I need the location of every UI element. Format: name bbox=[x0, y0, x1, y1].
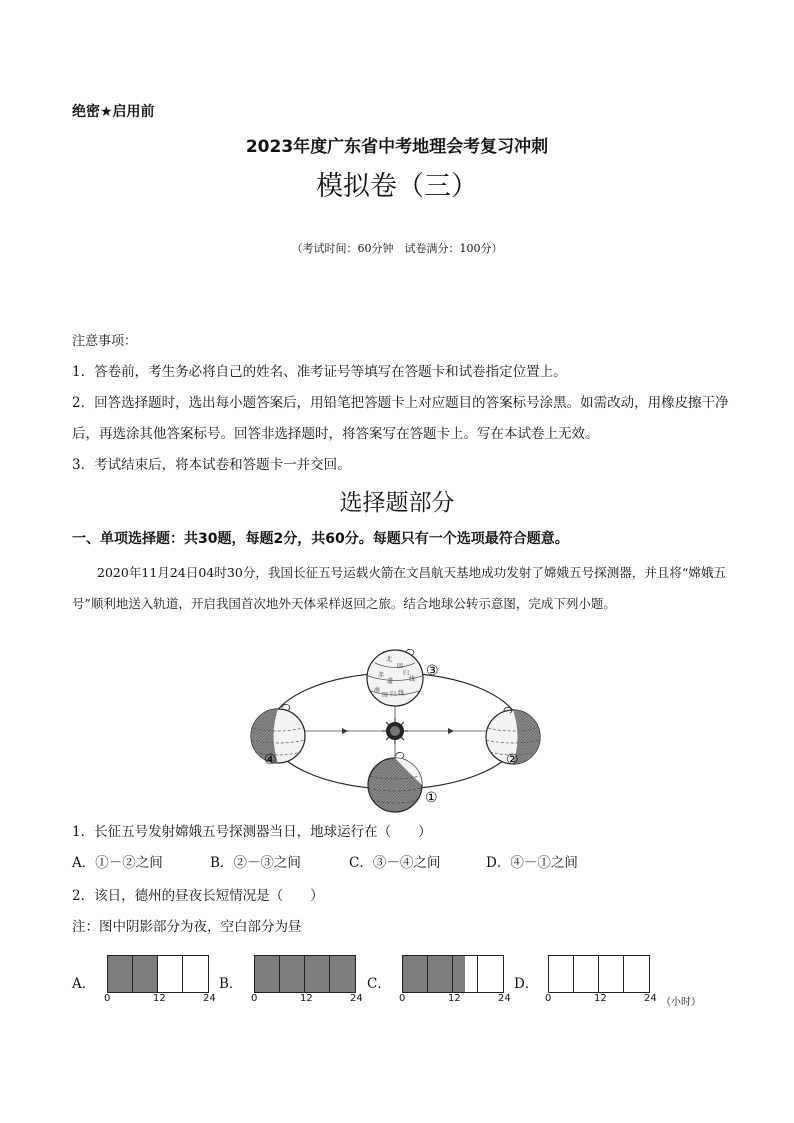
earth-globe-left bbox=[251, 704, 305, 763]
q2-option-b-label: B． bbox=[219, 976, 243, 992]
globe-label: 线 bbox=[409, 676, 416, 683]
q2-option-d-bar bbox=[548, 955, 650, 993]
exam-subtitle: 模拟卷（三） bbox=[316, 171, 478, 202]
bar-segment bbox=[133, 956, 158, 992]
note-item-1: 1．答卷前，考生务必将自己的姓名、准考证号等填写在答题卡和试卷指定位置上。 bbox=[72, 364, 567, 380]
globe-label: 道 bbox=[387, 678, 394, 685]
q2-option-a-bar bbox=[107, 955, 209, 993]
tick-0: 0 bbox=[104, 993, 111, 1004]
bar-segment bbox=[453, 956, 478, 992]
q1-option-a: A．①－②之间 bbox=[72, 855, 163, 871]
q2-option-c-label: C． bbox=[367, 976, 391, 992]
q1-option-b: B．②－③之间 bbox=[210, 855, 301, 871]
tick-0: 0 bbox=[251, 993, 258, 1004]
sun-icon bbox=[382, 718, 408, 744]
tick-24: 24 bbox=[203, 993, 216, 1004]
note-item-2: 2．回答选择题时，选出每小题答案后，用铅笔把答题卡上对应题目的答案标号涂黑。如需改动，用橡皮擦干净后，再选涂其他答案标号。回答非选择题时，将答案写在答题卡上。写在本试卷上无效。 bbox=[72, 395, 729, 442]
note-item-3: 3．考试结束后，将本试卷和答题卡一并交回。 bbox=[72, 457, 351, 473]
bar-segment bbox=[305, 956, 330, 992]
earth-revolution-diagram bbox=[238, 648, 558, 813]
globe-label: 南 bbox=[374, 687, 381, 694]
globe-label: 线 bbox=[398, 690, 405, 697]
earth-globe-bottom bbox=[368, 752, 422, 812]
bar-segment bbox=[255, 956, 280, 992]
bar-segment bbox=[330, 956, 355, 992]
section-title: 选择题部分 bbox=[339, 490, 455, 516]
bar-segment bbox=[428, 956, 453, 992]
tick-12: 12 bbox=[448, 993, 461, 1004]
globe-label: 归 bbox=[403, 670, 410, 677]
question-2-note: 注：图中阴影部分为夜，空白部分为昼 bbox=[72, 919, 302, 935]
confidential-label: 绝密★启用前 bbox=[72, 104, 155, 120]
q2-option-c-bar bbox=[402, 955, 504, 993]
position-label-1: ① bbox=[425, 790, 438, 806]
position-label-2: ② bbox=[506, 752, 519, 768]
bar-segment bbox=[549, 956, 574, 992]
orbit-direction-arrow bbox=[342, 728, 348, 734]
globe-label: 归 bbox=[390, 691, 397, 698]
tick-12: 12 bbox=[300, 993, 313, 1004]
q1-option-d: D．④－①之间 bbox=[486, 855, 578, 871]
bar-segment bbox=[403, 956, 428, 992]
bar-segment bbox=[599, 956, 624, 992]
bar-segment bbox=[280, 956, 305, 992]
bar-segment bbox=[574, 956, 599, 992]
tick-12: 12 bbox=[594, 993, 607, 1004]
tick-24: 24 bbox=[350, 993, 363, 1004]
globe-label: 赤 bbox=[378, 672, 385, 679]
globe-label: 回 bbox=[382, 692, 389, 699]
question-2: 2．该日，德州的昼夜长短情况是（ ） bbox=[72, 888, 324, 904]
question-passage: 2020年11月24日04时30分，我国长征五号运载火箭在文昌航天基地成功发射了嫦娥五号探测器，并且将“嫦娥五号”顺利地送入轨道，开启我国首次地外天体采样返回之旅。结合地球公转示意图，完成下列小题。 bbox=[72, 565, 726, 611]
question-1: 1．长征五号发射嫦娥五号探测器当日，地球运行在（ ） bbox=[72, 824, 432, 840]
position-label-4: ④ bbox=[264, 752, 277, 768]
part-one-heading: 一、单项选择题：共30题，每题2分，共60分。每题只有一个选项最符合题意。 bbox=[72, 531, 569, 547]
globe-label: 回 bbox=[397, 663, 404, 670]
exam-title: 2023年度广东省中考地理会考复习冲刺 bbox=[245, 137, 549, 157]
notes-heading: 注意事项： bbox=[72, 334, 138, 349]
q1-option-c: C．③－④之间 bbox=[349, 855, 441, 871]
bar-segment bbox=[478, 956, 503, 992]
earth-globe-top bbox=[367, 649, 423, 706]
globe-label: 北 bbox=[386, 656, 393, 663]
bar-segment bbox=[158, 956, 183, 992]
tick-0: 0 bbox=[399, 993, 406, 1004]
position-label-3: ③ bbox=[426, 663, 439, 679]
tick-0: 0 bbox=[545, 993, 552, 1004]
q2-option-d-label: D． bbox=[514, 976, 539, 992]
tick-24: 24 bbox=[644, 993, 657, 1004]
tick-24: 24 bbox=[498, 993, 511, 1004]
q2-option-a-label: A． bbox=[72, 976, 96, 992]
bar-segment bbox=[624, 956, 649, 992]
exam-info: （考试时间：60分钟 试卷满分：100分） bbox=[291, 242, 503, 255]
bar-segment bbox=[108, 956, 133, 992]
bar-segment bbox=[183, 956, 208, 992]
time-unit-label: （小时） bbox=[661, 997, 701, 1008]
tick-12: 12 bbox=[153, 993, 166, 1004]
q2-option-b-bar bbox=[254, 955, 356, 993]
orbit-direction-arrow bbox=[448, 728, 454, 734]
